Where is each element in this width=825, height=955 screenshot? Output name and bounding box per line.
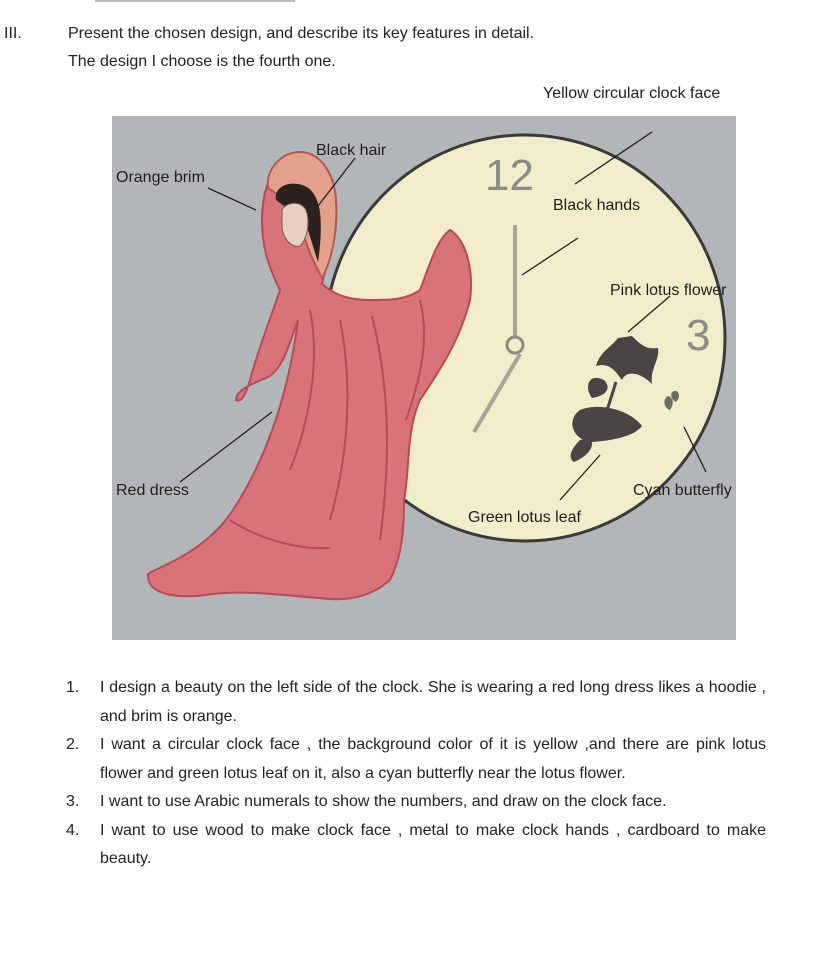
list-item bbox=[66, 788, 766, 817]
list-item bbox=[66, 731, 766, 788]
section-number: III. bbox=[4, 25, 22, 42]
list-number: 4. bbox=[66, 821, 80, 839]
label-cyan-butterfly: Cyan butterfly bbox=[633, 482, 732, 499]
list-number: 3. bbox=[66, 793, 80, 810]
list-number: 2. bbox=[66, 736, 80, 753]
section-heading: Present the chosen design, and describe its key features in detail. bbox=[68, 25, 535, 42]
label-pink-lotus: Pink lotus flower bbox=[610, 282, 727, 299]
label-black-hands: Black hands bbox=[553, 197, 641, 214]
label-clock-face: Yellow circular clock face bbox=[543, 85, 721, 102]
list-text: I design a beauty on the left side of the clock. She is wearing a red long dress likes a hoodie , and brim is orange. bbox=[100, 679, 766, 725]
list-text: I want to use Arabic numerals to show the numbers, and draw on the clock face. bbox=[100, 793, 667, 810]
numeral-twelve: 12 bbox=[485, 151, 534, 200]
list-item bbox=[66, 817, 766, 874]
intro-sentence: The design I choose is the fourth one. bbox=[68, 53, 336, 70]
label-green-leaf: Green lotus leaf bbox=[468, 509, 581, 526]
list-number: 1. bbox=[66, 679, 80, 696]
list-item bbox=[66, 674, 766, 731]
feature-list bbox=[66, 674, 766, 874]
label-red-dress: Red dress bbox=[116, 482, 189, 499]
list-text: I want a circular clock face , the background color of it is yellow ,and there are pink lotus flower and green lotus leaf on it, also a cyan butterfly near the lotus flower. bbox=[100, 736, 766, 782]
label-black-hair: Black hair bbox=[316, 142, 387, 159]
list-text: I want to use wood to make clock face , metal to make clock hands , cardboard to make beauty. bbox=[100, 821, 766, 867]
label-orange-brim: Orange brim bbox=[116, 169, 205, 186]
numeral-three: 3 bbox=[686, 311, 711, 360]
